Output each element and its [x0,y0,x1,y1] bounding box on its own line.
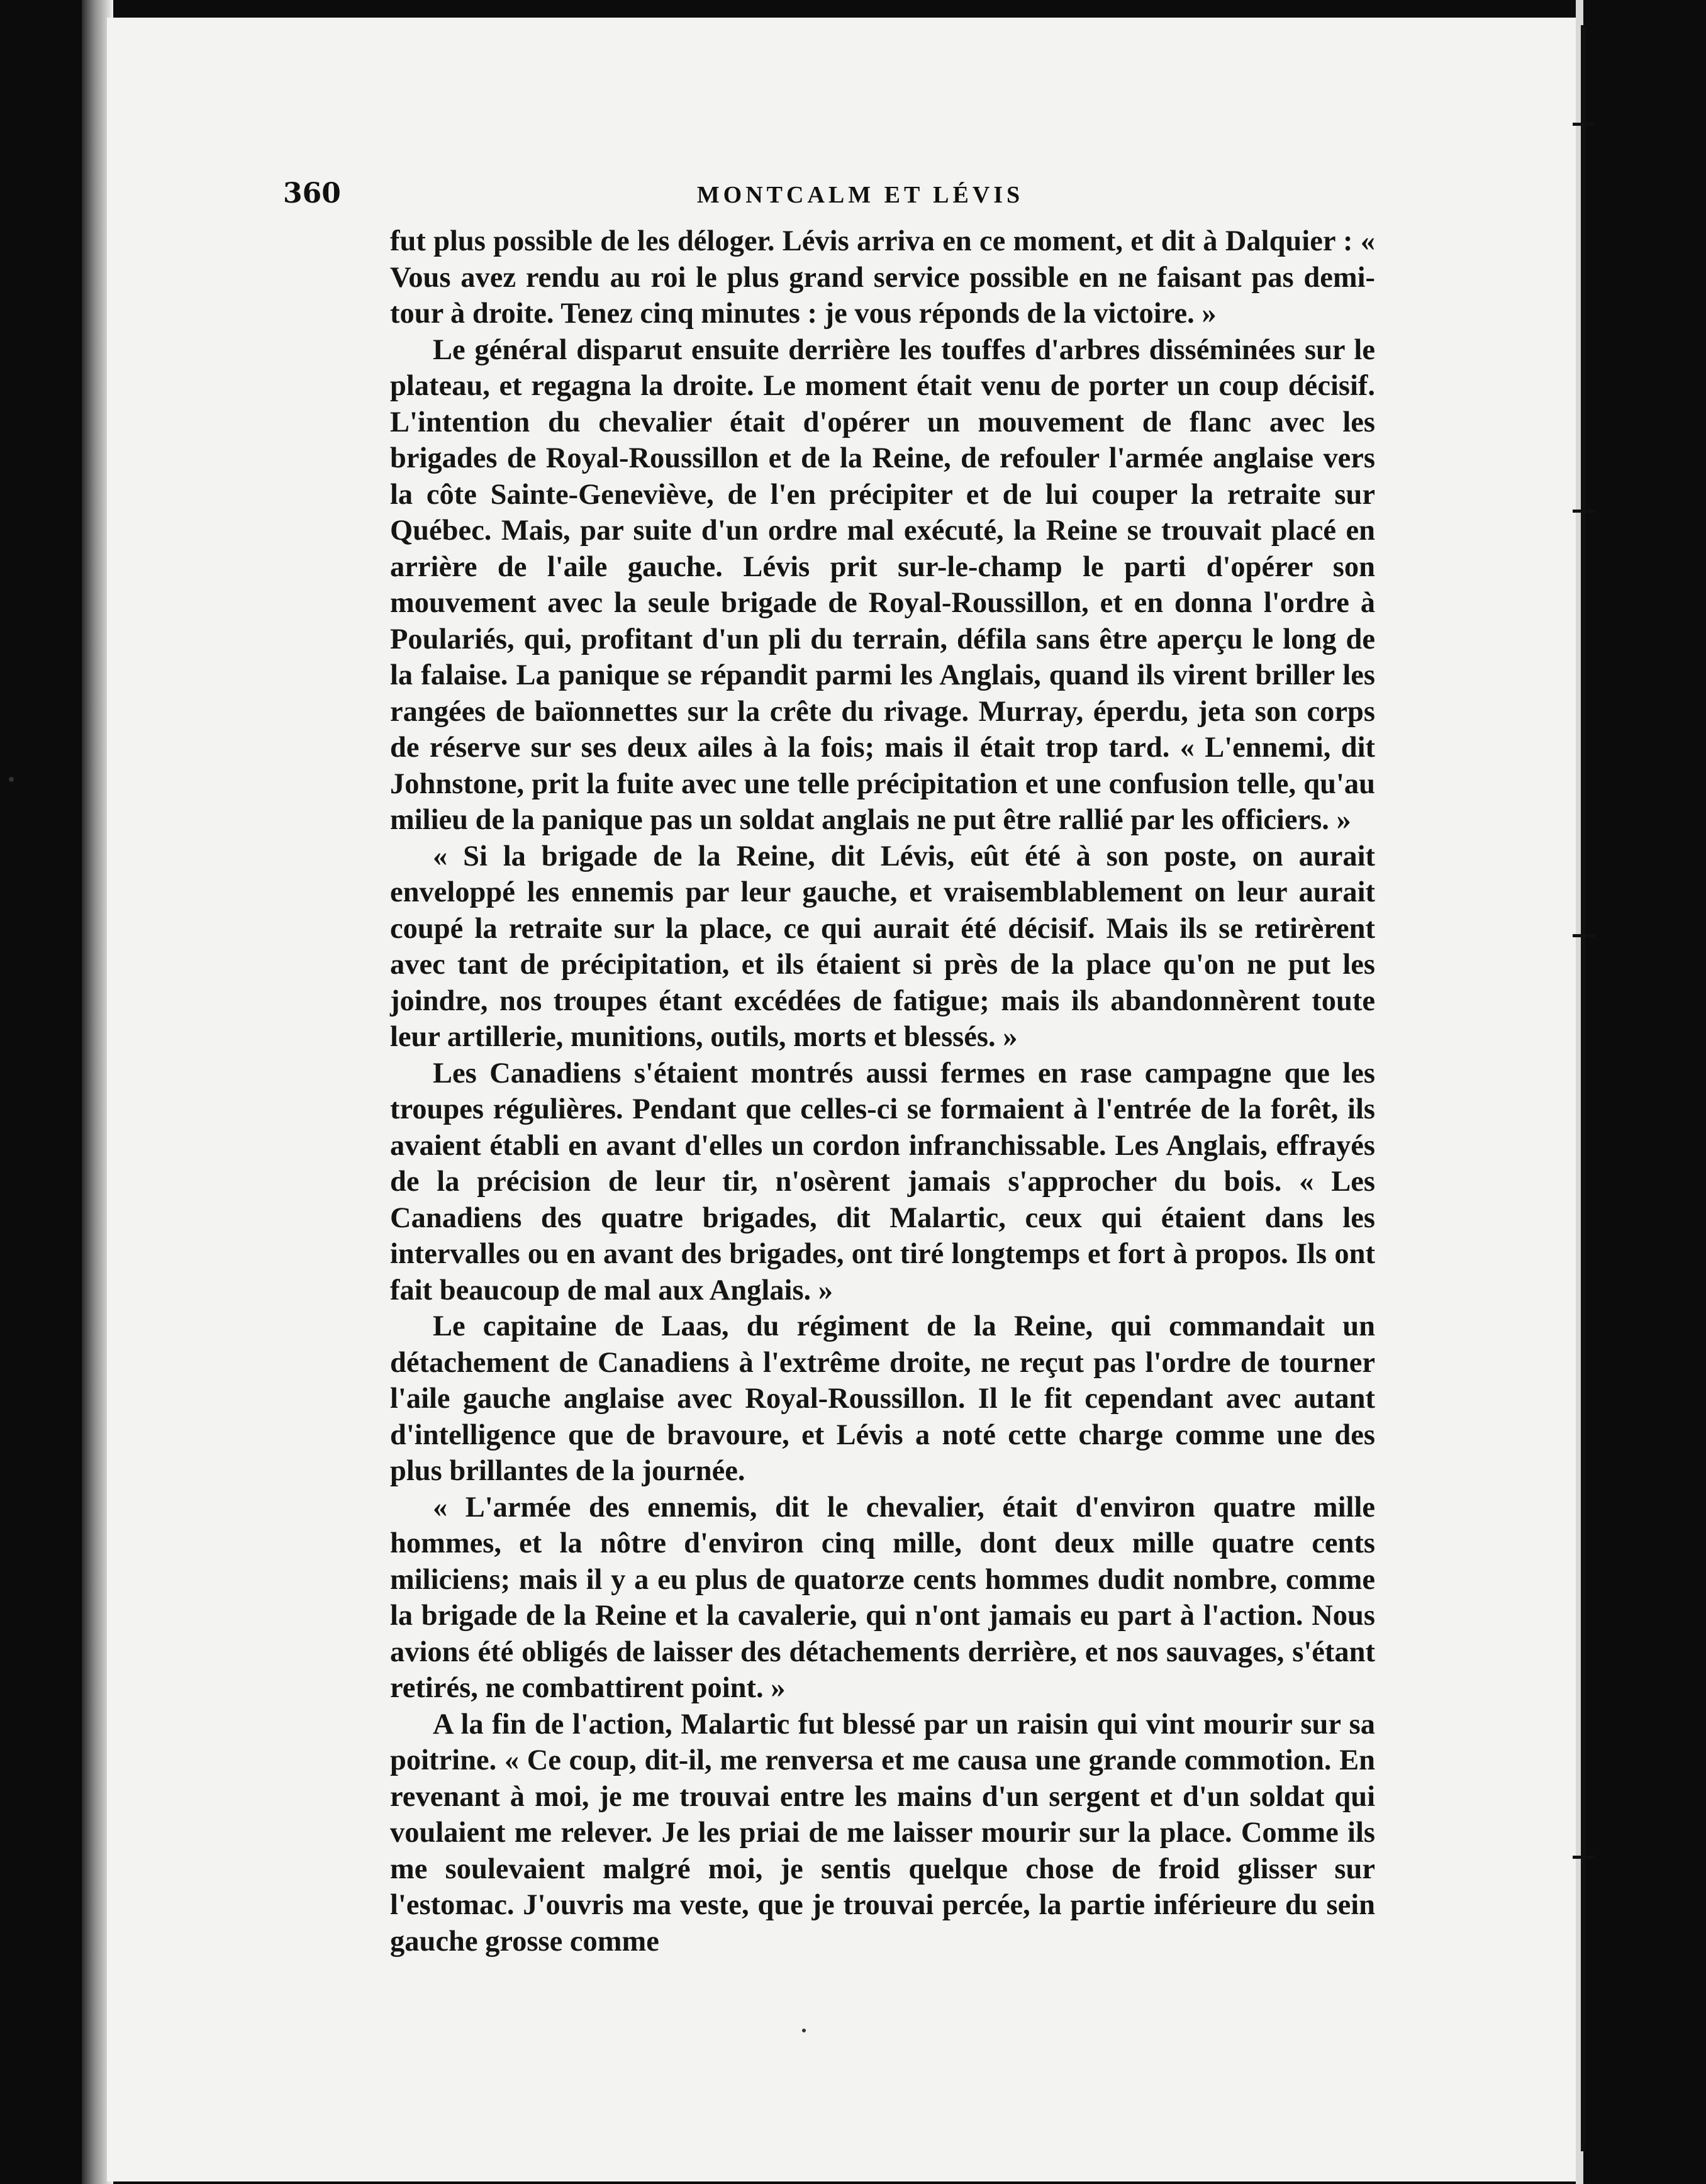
body-text [390,223,1375,1959]
paragraph: « Si la brigade de la Reine, dit Lévis, eût été à son poste, on aurait enveloppé les ennemis par leur gauche, et vraisemblablement on leur aurait coupé la retraite sur la place, ce qui aurait été décisif. Mais ils se retirèrent avec tant de précipitation, et ils étaient si près de la place qu'on ne put les joindre, nos troupes étant excédées de fatigue; mais ils abandonnèrent toute leur artillerie, munitions, outils, morts et blessés. » [390,840,1375,1053]
page-header [283,177,1437,215]
paragraph: « L'armée des ennemis, dit le chevalier, était d'environ quatre mille hommes, et la nôtre d'environ cinq mille, dont deux mille quatre cents miliciens; mais il y a eu plus de quatorze cents hommes dudit nombre, comme la brigade de la Reine et la cavalerie, qui n'ont jamais eu part à l'action. Nous avions été obligés de laisser des détachements derrière, et nos sauvages, s'étant retirés, ne combattirent point. » [390,1491,1375,1704]
binding-tick [1573,123,1595,126]
paragraph: Les Canadiens s'étaient montrés aussi fermes en rase campagne que les troupes régulières. Pendant que celles-ci se formaient à l'entrée de la forêt, ils avaient établi en avant d'elles un cordon infranchissable. Les Anglais, effrayés de la précision de leur tir, n'osèrent jamais s'approcher du bois. « Les Canadiens des quatre brigades, dit Malartic, ceux qui étaient dans les intervalles ou en avant des brigades, ont tiré longtemps et fort à propos. Ils ont fait beaucoup de mal aux Anglais. » [390,1057,1375,1306]
paragraph: Le capitaine de Laas, du régiment de la Reine, qui commandait un détachement de Canadiens à l'extrême droite, ne reçut pas l'ordre de tourner l'aile gauche anglaise avec Royal-Roussillon. Il le fit cependant avec autant d'intelligence que de bravoure, et Lévis a noté cette charge comme une des plus brillantes de la journée. [390,1310,1375,1487]
scan-speck [9,777,14,782]
paragraph: A la fin de l'action, Malartic fut blessé par un raisin qui vint mourir sur sa poitrine. « Ce coup, dit-il, me renversa et me causa une grande commotion. En revenant à moi, je me trouvai entre les mains d'un sergent et d'un soldat qui voulaient me relever. Je les priai de me laisser mourir sur la place. Comme ils me soulevaient malgré moi, je sentis quelque chose de froid glisser sur l'estomac. J'ouvris ma veste, que je trouvai percée, la partie inférieure du sein gauche grosse comme [390,1708,1375,1958]
scan-speck [802,2029,806,2032]
paragraph: fut plus possible de les déloger. Lévis arriva en ce moment, et dit à Dalquier : « Vous avez rendu au roi le plus grand service possible en ne faisant pas demi-tour à droite. Tenez cinq minutes : je vous réponds de la victoire. » [390,225,1375,330]
binding-tick [1573,510,1595,513]
binding-tick [1573,934,1595,937]
binding-line [1581,25,1585,2151]
running-head: MONTCALM ET LÉVIS [696,182,1024,208]
page-number: 360 [283,177,341,209]
binding-tick [1573,1856,1595,1859]
paragraph: Le général disparut ensuite derrière les touffes d'arbres disséminées sur le plateau, et regagna la droite. Le moment était venu de porter un coup décisif. L'intention du chevalier était d'opérer un mouvement de flanc avec les brigades de Royal-Roussillon et de la Reine, de refouler l'armée anglaise vers la côte Sainte-Geneviève, de l'en précipiter et de lui couper la retraite sur Québec. Mais, par suite d'un ordre mal exécuté, la Reine se trouvait placé en arrière de l'aile gauche. Lévis prit sur-le-champ le parti d'opérer son mouvement avec la seule brigade de Royal-Roussillon, et en donna l'ordre à Poulariés, qui, profitant d'un pli du terrain, défila sans être aperçu le long de la falaise. La panique se répandit parmi les Anglais, quand ils virent briller les rangées de baïonnettes sur la crête du rivage. Murray, éperdu, jeta son corps de réserve sur ses deux ailes à la fois; mais il était trop tard. « L'ennemi, dit Johnstone, prit la fuite avec une telle précipitation et une confusion telle, qu'au milieu de la panique pas un soldat anglais ne put être rallié par les officiers. » [390,333,1375,836]
